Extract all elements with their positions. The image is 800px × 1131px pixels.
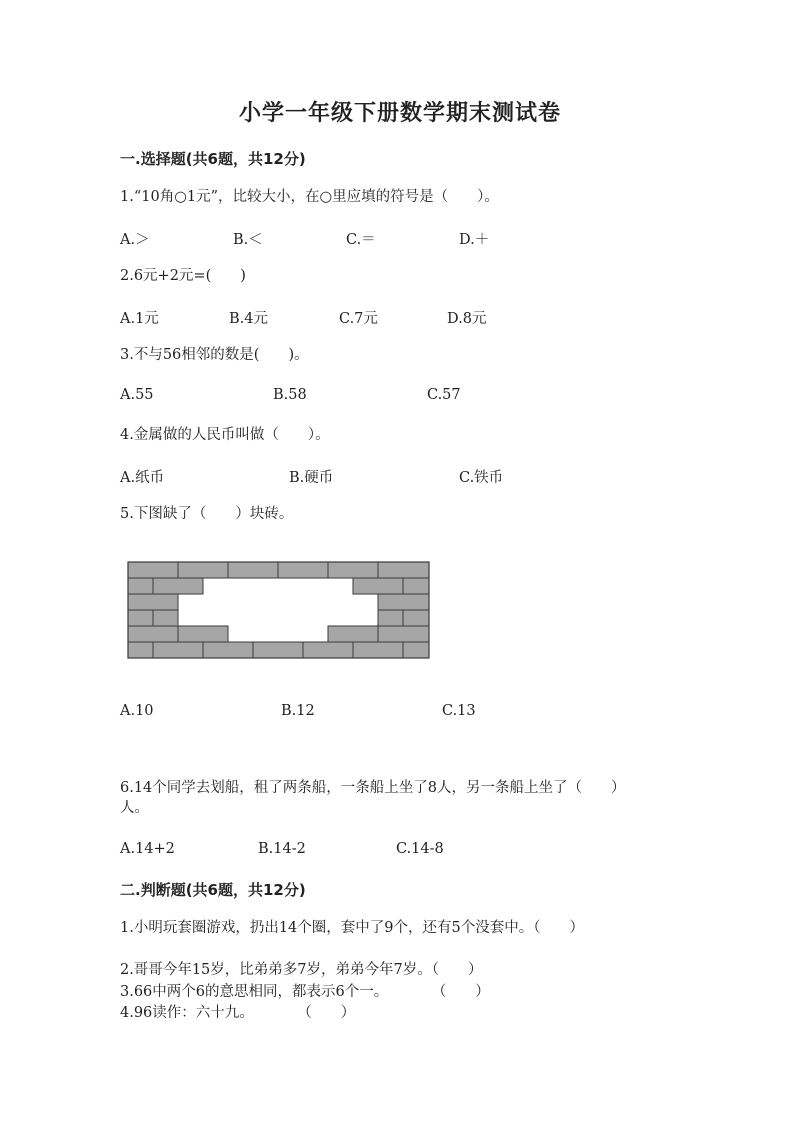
brick-row-6 xyxy=(128,642,429,658)
q6-option-a: A.14+2 xyxy=(120,841,175,857)
q2-option-d: D.8元 xyxy=(447,311,487,327)
question-1: 1.“10角○1元”，比较大小，在○里应填的符号是（ ）。 xyxy=(120,189,499,205)
q4-option-c: C.铁币 xyxy=(459,470,504,486)
q3-option-c: C.57 xyxy=(427,387,461,403)
brick-wall-figure xyxy=(127,561,431,661)
question-3: 3.不与56相邻的数是( )。 xyxy=(120,347,309,363)
q5-option-a: A.10 xyxy=(120,703,154,719)
question-4: 4.金属做的人民币叫做（ ）。 xyxy=(120,427,330,443)
brick-row-2 xyxy=(128,578,429,594)
question-2: 2.6元+2元=( ) xyxy=(120,268,246,284)
q1-option-d: D.＋ xyxy=(459,232,490,248)
q2-option-c: C.7元 xyxy=(339,311,378,327)
q1-option-b: B.＜ xyxy=(233,232,263,248)
judgement-item-2: 2.哥哥今年15岁，比弟弟多7岁，弟弟今年7岁。（ ） xyxy=(120,962,483,978)
q2-option-a: A.1元 xyxy=(120,311,159,327)
q4-option-b: B.硬币 xyxy=(289,470,334,486)
q3-option-b: B.58 xyxy=(273,387,307,403)
section-heading-choice: 一.选择题(共6题，共12分) xyxy=(120,150,306,168)
question-5: 5.下图缺了（ ）块砖。 xyxy=(120,506,294,522)
brick-row-4 xyxy=(128,610,429,626)
brick-row-5 xyxy=(128,626,429,642)
q6-option-b: B.14-2 xyxy=(258,841,306,857)
brick-row-1 xyxy=(128,562,429,578)
q1-option-c: C.＝ xyxy=(346,232,376,248)
section-heading-judgement: 二.判断题(共6题，共12分) xyxy=(120,881,306,899)
judgement-item-1: 1.小明玩套圈游戏，扔出14个圈，套中了9个，还有5个没套中。（ ） xyxy=(120,920,584,936)
q1-option-a: A.＞ xyxy=(120,232,150,248)
page-title: 小学一年级下册数学期末测试卷 xyxy=(238,101,561,126)
q4-option-a: A.纸币 xyxy=(120,470,165,486)
brick-row-3 xyxy=(128,594,429,610)
judgement-item-3: 3.66中两个6的意思相同，都表示6个一。 （ ） xyxy=(120,984,490,1000)
judgement-item-4: 4.96读作：六十九。 （ ） xyxy=(120,1005,356,1021)
q3-option-a: A.55 xyxy=(120,387,154,403)
q2-option-b: B.4元 xyxy=(229,311,268,327)
q5-option-c: C.13 xyxy=(442,703,476,719)
q6-option-c: C.14-8 xyxy=(396,841,444,857)
q5-option-b: B.12 xyxy=(281,703,315,719)
question-6: 6.14个同学去划船，租了两条船，一条船上坐了8人，另一条船上坐了（ ）人。 xyxy=(120,780,626,816)
